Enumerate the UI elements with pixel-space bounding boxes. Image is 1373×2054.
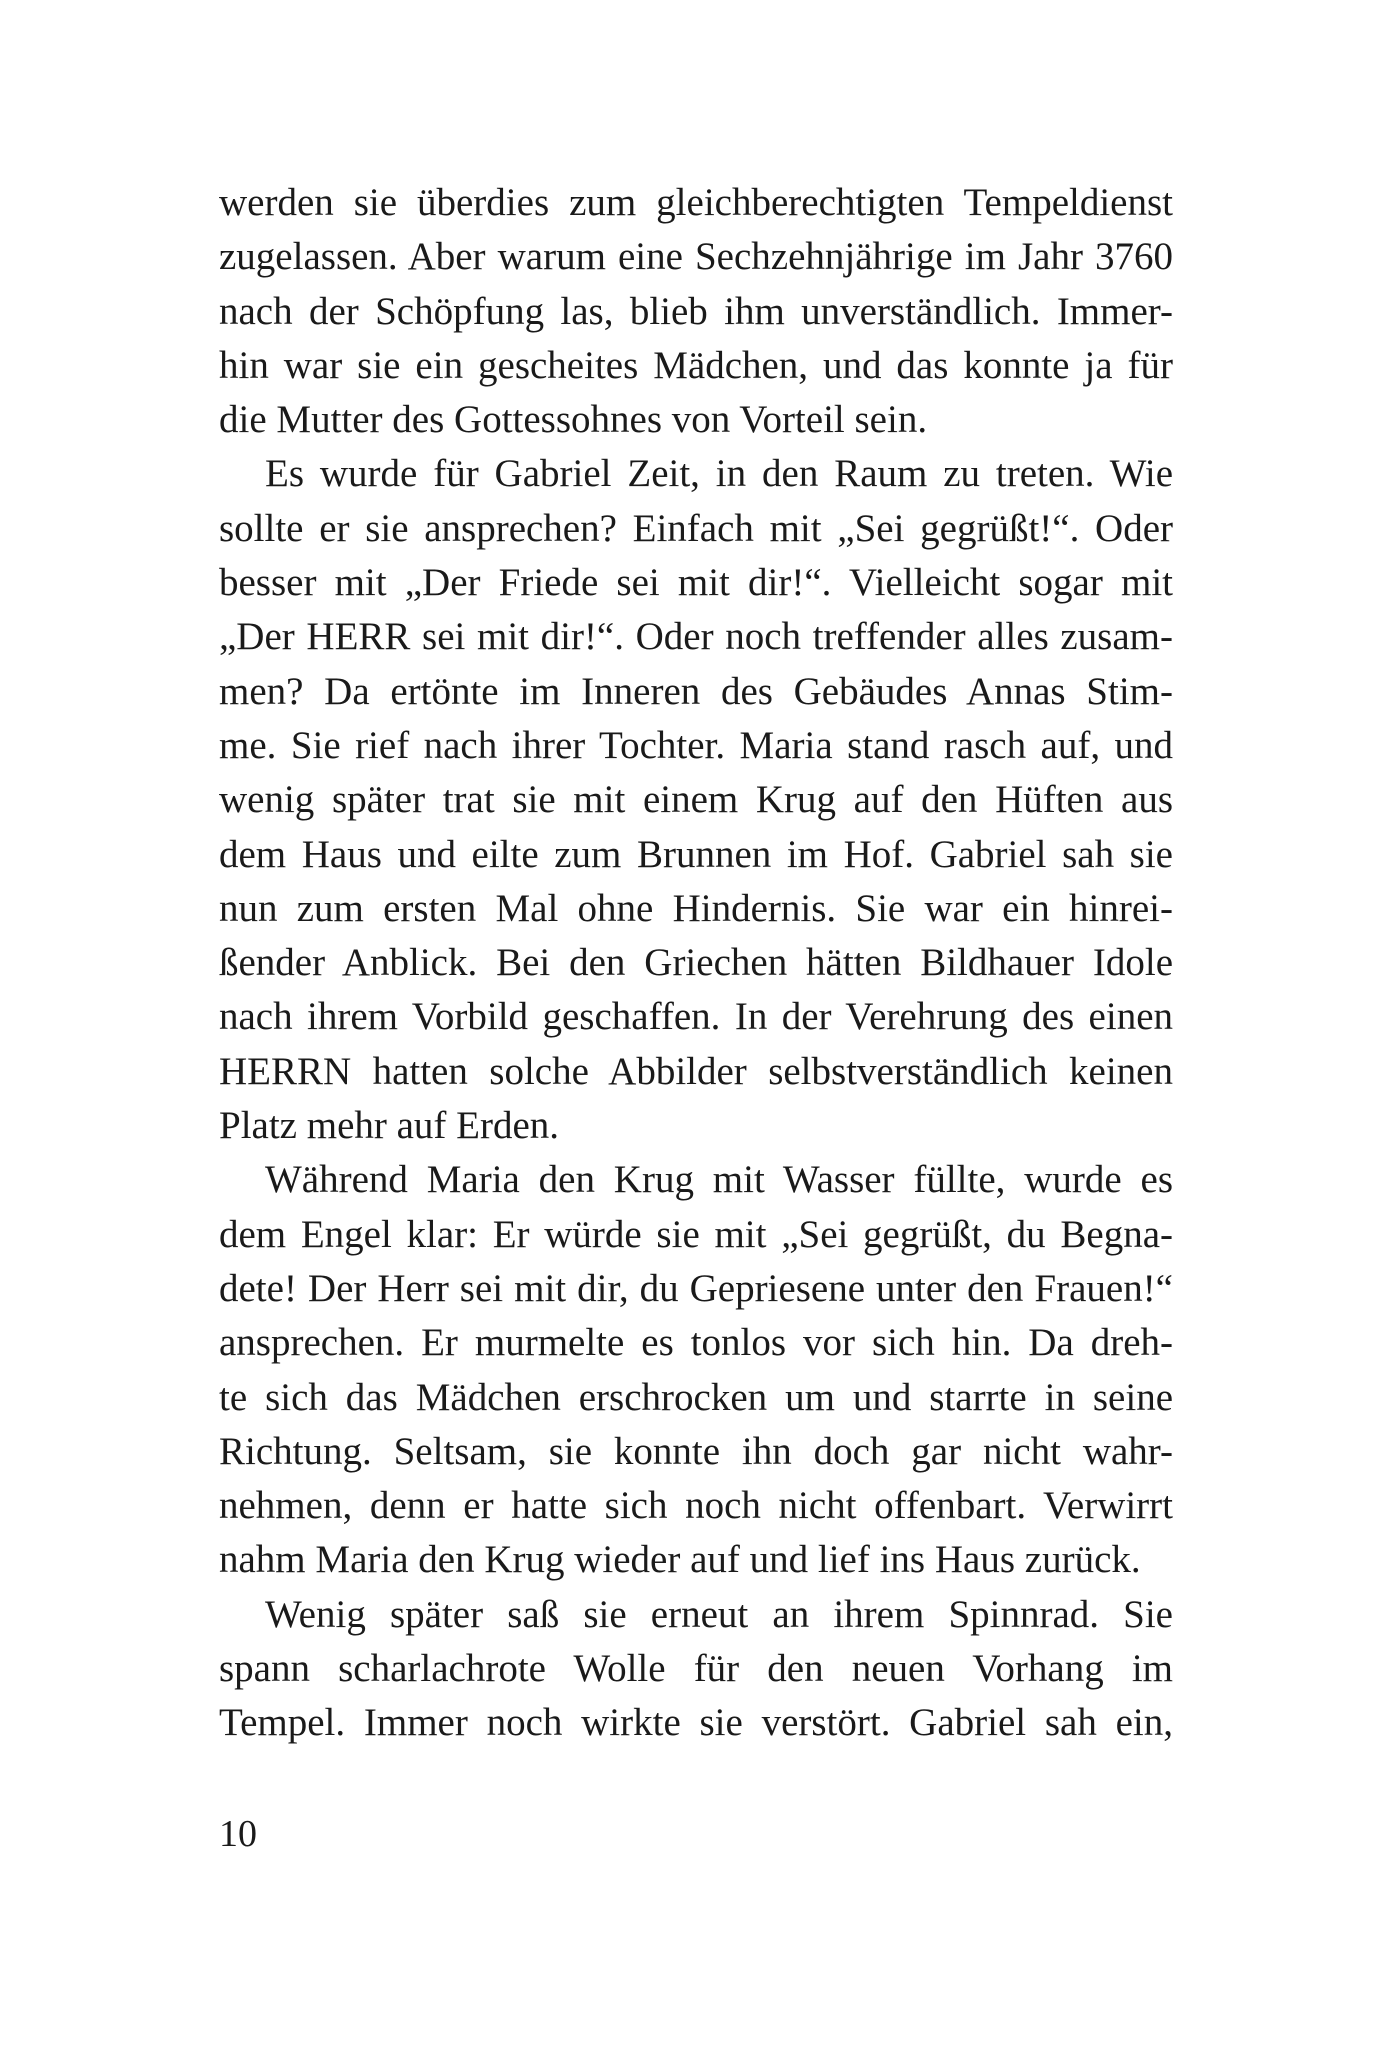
text-line: „Der HERR sei mit dir!“. Oder noch treffender alles zusam- bbox=[219, 615, 1173, 659]
paragraph-first-line: Es wurde für Gabriel Zeit, in den Raum zu treten. Wie bbox=[265, 452, 1173, 496]
text-line: die Mutter des Gottessohnes von Vorteil sein. bbox=[219, 398, 928, 442]
text-line: nehmen, denn er hatte sich noch nicht offenbart. Verwirrt bbox=[219, 1484, 1173, 1528]
paragraph-first-line: Während Maria den Krug mit Wasser füllte, wurde es bbox=[265, 1158, 1173, 1202]
text-line: ßender Anblick. Bei den Griechen hätten Bildhauer Idole bbox=[219, 941, 1173, 985]
text-line: werden sie überdies zum gleichberechtigten Tempeldienst bbox=[219, 181, 1173, 224]
text-line: dem Haus und eilte zum Brunnen im Hof. Gabriel sah sie bbox=[219, 832, 1173, 876]
text-line: ansprechen. Er murmelte es tonlos vor sich hin. Da dreh- bbox=[219, 1321, 1173, 1365]
page-number: 10 bbox=[219, 1813, 257, 1855]
text-line: Richtung. Seltsam, sie konnte ihn doch gar nicht wahr- bbox=[219, 1429, 1173, 1473]
text-line: hin war sie ein gescheites Mädchen, und das konnte ja für bbox=[219, 343, 1173, 387]
text-line: Platz mehr auf Erden. bbox=[219, 1104, 560, 1148]
text-line: nahm Maria den Krug wieder auf und lief ins Haus zurück. bbox=[219, 1538, 1141, 1582]
text-line: te sich das Mädchen erschrocken um und starrte in seine bbox=[219, 1375, 1173, 1419]
text-line: HERRN hatten solche Abbilder selbstverständlich keinen bbox=[219, 1049, 1173, 1093]
text-line: wenig später trat sie mit einem Krug auf den Hüften aus bbox=[219, 778, 1173, 822]
body-text bbox=[219, 176, 1173, 1751]
paragraph-first-line: Wenig später saß sie erneut an ihrem Spinnrad. Sie bbox=[265, 1592, 1173, 1636]
text-line: sollte er sie ansprechen? Einfach mit „Sei gegrüßt!“. Oder bbox=[219, 506, 1173, 550]
text-line: zugelassen. Aber warum eine Sechzehnjährige im Jahr 3760 bbox=[219, 235, 1173, 279]
text-line: besser mit „Der Friede sei mit dir!“. Vielleicht sogar mit bbox=[219, 561, 1173, 605]
text-line: nach ihrem Vorbild geschaffen. In der Verehrung des einen bbox=[219, 995, 1173, 1039]
text-line: nun zum ersten Mal ohne Hindernis. Sie war ein hinrei- bbox=[219, 886, 1173, 930]
text-line: dem Engel klar: Er würde sie mit „Sei gegrüßt, du Begna- bbox=[219, 1212, 1173, 1256]
text-line: dete! Der Herr sei mit dir, du Gepriesene unter den Frauen!“ bbox=[219, 1266, 1173, 1310]
text-line: men? Da ertönte im Inneren des Gebäudes Annas Stim- bbox=[219, 669, 1173, 713]
text-line: Tempel. Immer noch wirkte sie verstört. Gabriel sah ein, bbox=[219, 1701, 1173, 1745]
text-line: nach der Schöpfung las, blieb ihm unverständlich. Immer- bbox=[219, 289, 1173, 333]
text-line: me. Sie rief nach ihrer Tochter. Maria stand rasch auf, und bbox=[219, 723, 1173, 767]
text-line: spann scharlachrote Wolle für den neuen Vorhang im bbox=[219, 1647, 1173, 1691]
